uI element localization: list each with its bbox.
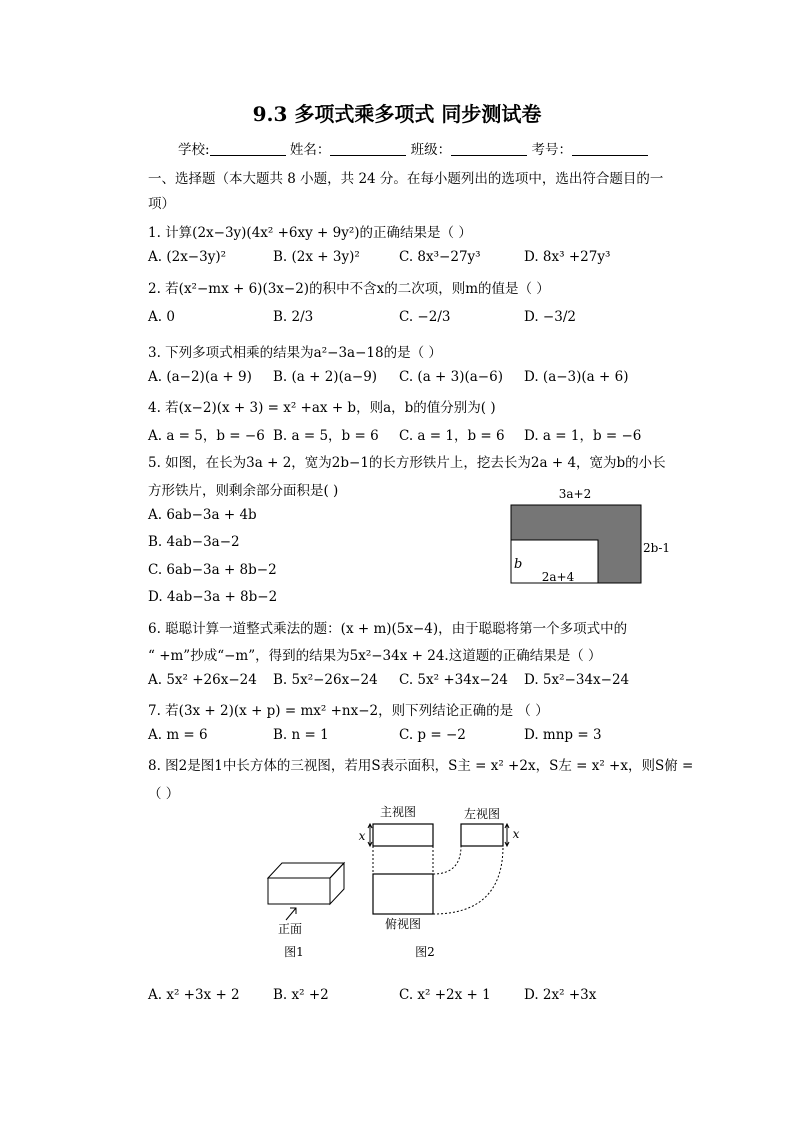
name-blank[interactable]: [330, 141, 406, 156]
school-blank[interactable]: [210, 141, 286, 156]
name-label: 姓名：: [289, 142, 331, 158]
three-view-figure: [260, 800, 540, 965]
front-label: 正面: [277, 922, 303, 936]
section-heading-line2: 项）: [148, 196, 175, 212]
figure5-top-label: 3a+2: [558, 487, 592, 501]
q6-option-b[interactable]: B. 5x²−26x−24: [273, 672, 378, 688]
page-title: 9.3 多项式乘多项式 同步测试卷: [252, 102, 542, 126]
left-view-rect: [461, 824, 503, 846]
question-6-stem-line1: 6. 聪聪计算一道整式乘法的题：(x + m)(5x−4)，由于聪聪将第一个多项式中的: [148, 621, 628, 637]
main-view-label: 主视图: [379, 805, 417, 819]
q6-option-c[interactable]: C. 5x² +34x−24: [399, 672, 508, 688]
q1-option-c[interactable]: C. 8x³−27y³: [399, 249, 481, 265]
top-view-label: 俯视图: [384, 917, 422, 931]
fig2-caption: 图2: [415, 945, 435, 959]
q6-option-a[interactable]: A. 5x² +26x−24: [148, 672, 257, 688]
q4-option-d[interactable]: D. a = 1，b = −6: [524, 428, 642, 444]
exam-no-label: 考号：: [531, 142, 572, 158]
q8-option-a[interactable]: A. x² +3x + 2: [148, 987, 240, 1003]
section-heading-line1: 一、选择题（本大题共 8 小题，共 24 分。在每小题列出的选项中，选出符合题目的一: [148, 171, 664, 187]
main-view-rect: [373, 824, 433, 846]
q2-option-a[interactable]: A. 0: [148, 309, 175, 325]
figure5-right-label: 2b-1: [643, 541, 671, 555]
q2-option-d[interactable]: D. −3/2: [524, 309, 576, 325]
question-8-stem-line1: 8. 图2是图1中长方体的三视图，若用S表示面积，S主 = x² +2x，S左 = x² +x，则S俯 =: [148, 758, 694, 774]
class-blank[interactable]: [451, 141, 527, 156]
q2-option-b[interactable]: B. 2/3: [273, 309, 314, 325]
q7-option-b[interactable]: B. n = 1: [273, 727, 329, 743]
fig1-caption: 图1: [284, 945, 304, 959]
q4-option-c[interactable]: C. a = 1，b = 6: [399, 428, 505, 444]
exam-no-blank[interactable]: [572, 141, 648, 156]
cuboid-drawing: [268, 863, 344, 904]
question-5-stem-line2: 方形铁片，则剩余部分面积是( ): [148, 483, 339, 499]
figure5-bottom-label: 2a+4: [541, 570, 575, 584]
question-3-stem: 3. 下列多项式相乘的结果为a²−3a−18的是（ ）: [148, 345, 442, 361]
q3-option-b[interactable]: B. (a + 2)(a−9): [273, 369, 378, 385]
q7-option-d[interactable]: D. mnp = 3: [524, 727, 602, 743]
q7-option-a[interactable]: A. m = 6: [148, 727, 208, 743]
q2-option-c[interactable]: C. −2/3: [399, 309, 451, 325]
question-8-stem-line2: （ ）: [148, 786, 180, 802]
top-view-rect: [373, 874, 433, 914]
q1-option-a[interactable]: A. (2x−3y)²: [148, 249, 227, 265]
q4-option-b[interactable]: B. a = 5，b = 6: [273, 428, 379, 444]
dimension-marks: [368, 824, 509, 846]
q5-option-d[interactable]: D. 4ab−3a + 8b−2: [148, 589, 278, 605]
rectangle-figure: [500, 484, 680, 586]
q6-option-d[interactable]: D. 5x²−34x−24: [524, 672, 630, 688]
front-arrow: [286, 908, 296, 920]
question-2-stem: 2. 若(x²−mx + 6)(3x−2)的积中不含x的二次项，则m的值是（ ）: [148, 281, 550, 297]
projection-lines: [373, 846, 503, 914]
q8-option-c[interactable]: C. x² +2x + 1: [399, 987, 491, 1003]
q3-option-d[interactable]: D. (a−3)(a + 6): [524, 369, 629, 385]
q1-option-d[interactable]: D. 8x³ +27y³: [524, 249, 611, 265]
q5-option-c[interactable]: C. 6ab−3a + 8b−2: [148, 562, 277, 578]
q8-option-d[interactable]: D. 2x² +3x: [524, 987, 597, 1003]
school-label: 学校:: [178, 142, 210, 158]
question-7-stem: 7. 若(3x + 2)(x + p) = mx² +nx−2，则下列结论正确的是 （ ）: [148, 703, 549, 719]
student-info-line: [178, 138, 648, 158]
figure5-inner-label: b: [514, 557, 523, 572]
question-1-stem: 1. 计算(2x−3y)(4x² +6xy + 9y²)的正确结果是（ ）: [148, 225, 472, 241]
q7-option-c[interactable]: C. p = −2: [399, 727, 466, 743]
q5-option-a[interactable]: A. 6ab−3a + 4b: [148, 507, 257, 523]
q1-option-b[interactable]: B. (2x + 3y)²: [273, 249, 360, 265]
q4-option-a[interactable]: A. a = 5，b = −6: [148, 428, 265, 444]
q5-option-b[interactable]: B. 4ab−3a−2: [148, 534, 240, 550]
q8-option-b[interactable]: B. x² +2: [273, 987, 329, 1003]
question-5-stem-line1: 5. 如图，在长为3a + 2，宽为2b−1的长方形铁片上，挖去长为2a + 4，宽为b的小长: [148, 455, 666, 471]
q3-option-c[interactable]: C. (a + 3)(a−6): [399, 369, 503, 385]
question-6-stem-line2: “ +m”抄成“−m”，得到的结果为5x²−34x + 24.这道题的正确结果是（ ）: [148, 648, 602, 664]
left-view-label: 左视图: [463, 807, 501, 821]
question-4-stem: 4. 若(x−2)(x + 3) = x² +ax + b，则a，b的值分别为( ): [148, 400, 496, 416]
x-left-label: x: [358, 829, 366, 843]
q3-option-a[interactable]: A. (a−2)(a + 9): [148, 369, 252, 385]
x-right-label: x: [512, 827, 520, 841]
class-label: 班级：: [410, 142, 452, 158]
